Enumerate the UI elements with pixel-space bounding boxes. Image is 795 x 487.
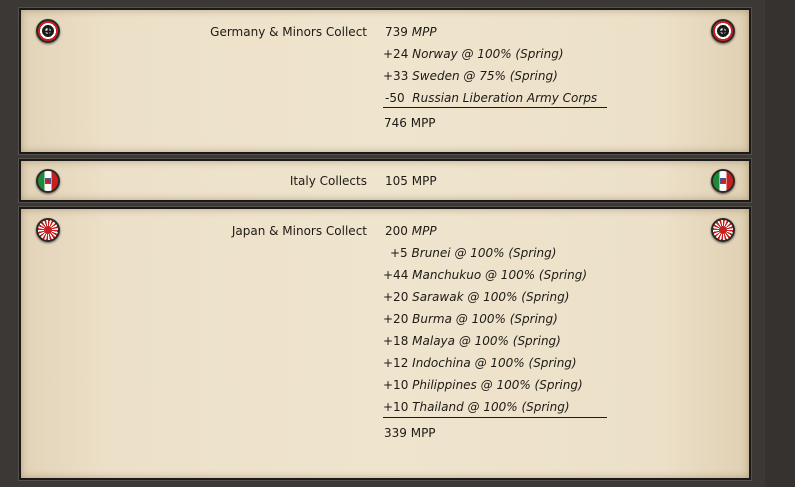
germany-roundel-icon [36,19,60,43]
italy-income-panel [19,159,751,202]
item-amount: +33 [383,69,409,83]
item-amount: +5 [390,246,408,260]
japan-item-row [383,289,569,305]
item-amount: +10 [383,378,409,392]
item-amount: +12 [383,356,409,370]
italy-roundel-icon-right [711,169,735,193]
item-text: Burma @ 100% (Spring) [412,312,558,326]
item-text: Sarawak @ 100% (Spring) [412,290,570,304]
japan-roundel-icon [36,218,60,242]
item-amount: +10 [383,400,409,414]
item-text: Indochina @ 100% (Spring) [412,356,577,370]
item-amount: +20 [383,290,409,304]
japan-total: 339 MPP [384,426,436,440]
item-amount: +24 [383,47,409,61]
germany-item-row [383,46,564,62]
item-text: Thailand @ 100% (Spring) [412,400,570,414]
germany-roundel-icon-right [711,19,735,43]
item-text: Malaya @ 100% (Spring) [412,334,561,348]
germany-item-row [383,68,558,84]
japan-item-row [383,333,561,349]
item-amount: +20 [383,312,409,326]
japan-income-panel [19,207,751,480]
italy-header-label: Italy Collects [289,174,367,188]
item-text: Sweden @ 75% (Spring) [412,69,558,83]
japan-roundel-icon-right [711,218,735,242]
item-amount: +44 [383,268,409,282]
japan-header-label: Japan & Minors Collect [231,224,367,238]
germany-total: 746 MPP [384,116,436,130]
germany-item-row [385,90,597,106]
japan-item-row [383,355,577,371]
japan-item-row [383,267,587,283]
japan-item-row [383,311,558,327]
item-amount: +18 [383,334,409,348]
japan-base-value: 200 MPP [385,224,437,238]
italy-base-value: 105 MPP [385,174,437,188]
scrollbar[interactable] [765,0,795,487]
item-text: Philippines @ 100% (Spring) [412,378,583,392]
japan-item-row [390,245,556,261]
total-divider [383,107,607,108]
item-text: Norway @ 100% (Spring) [412,47,564,61]
total-divider [383,417,607,418]
item-text: Russian Liberation Army Corps [412,91,598,105]
germany-base-value: 739 MPP [385,25,437,39]
germany-income-panel [19,8,751,154]
germany-header-label: Germany & Minors Collect [210,25,367,39]
item-text: Brunei @ 100% (Spring) [411,246,557,260]
japan-item-row [383,377,583,393]
japan-item-row [383,399,570,415]
item-amount: -50 [385,91,405,105]
italy-roundel-icon [36,169,60,193]
item-text: Manchukuo @ 100% (Spring) [412,268,588,282]
